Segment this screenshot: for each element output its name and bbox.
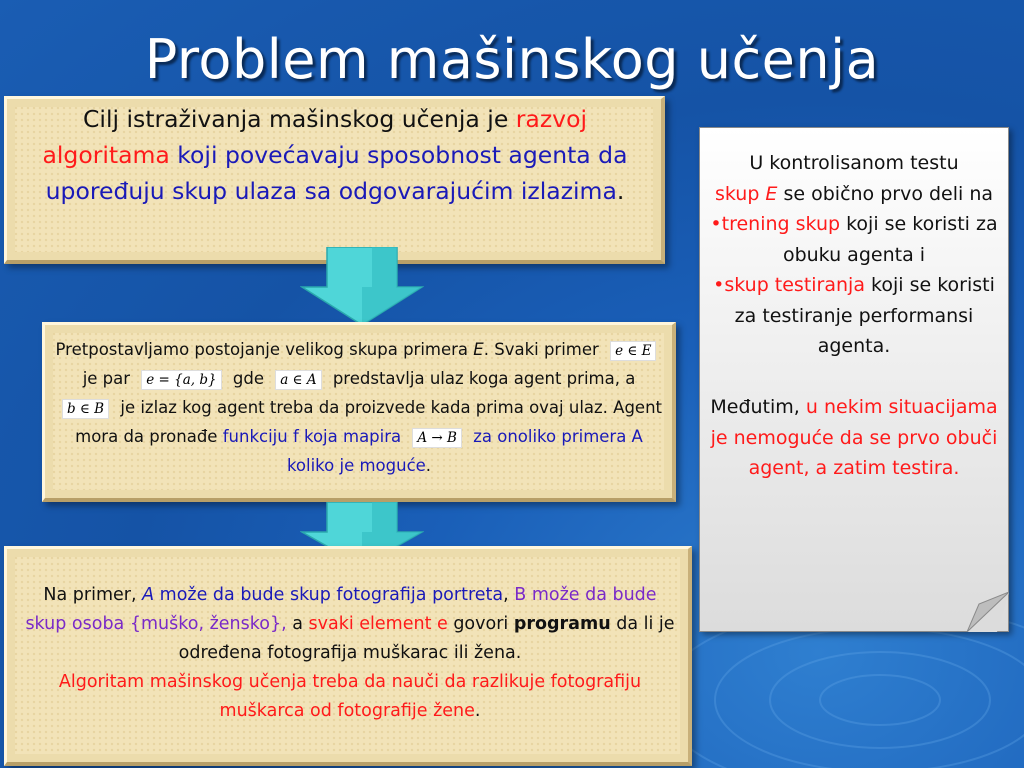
- note-training-desc: koji se koristi za obuku agenta i: [782, 213, 998, 266]
- note-test-set: skup testiranja: [724, 274, 865, 296]
- bullet-1: •: [710, 213, 722, 235]
- assumption-box: [42, 322, 676, 502]
- goal-highlight: razvoj algoritama: [42, 105, 587, 169]
- example-text: [25, 581, 675, 726]
- function-mapping-text: funkciju f koja mapira: [222, 427, 407, 446]
- example-decision: da li je određena fotografija muškarac ili žena.: [178, 614, 675, 663]
- bullet-2: •: [713, 274, 725, 296]
- page-title: Problem mašinskog učenja: [144, 28, 880, 91]
- example-program: programu: [513, 614, 611, 634]
- note-line-1: U kontrolisanom testu: [749, 152, 959, 174]
- example-box: [4, 546, 692, 766]
- assumption-part4: gde: [227, 369, 270, 388]
- side-note: [699, 127, 1009, 632]
- goal-period: .: [616, 177, 625, 205]
- formula-e-in-E: e ∈ E: [610, 341, 656, 361]
- assumption-text: [55, 335, 663, 480]
- down-arrow-1: [300, 247, 424, 327]
- note-warning: u nekim situacijama je nemoguće da se prvo obuči agent, a zatim testira.: [710, 396, 998, 479]
- function-mapping-text-2: za onoliko primera A koliko je moguće: [286, 427, 643, 475]
- goal-text: [23, 101, 647, 209]
- example-set-b: B može da bude skup osoba {muško, žensko},: [25, 585, 657, 634]
- assumption-part5: predstavlja ulaz koga agent prima, a: [327, 369, 636, 388]
- assumption-intro: Pretpostavljamo postojanje velikog skupa primera: [55, 340, 474, 359]
- note-set-e: E: [765, 182, 778, 205]
- assumption-part3: je par: [82, 369, 136, 388]
- note-training-set: trening skup: [721, 213, 841, 235]
- assumption-part6: je izlaz kog agent treba da proizvede kada prima ovaj ulaz. Agent mora da pronađe: [75, 398, 663, 446]
- goal-box: [4, 96, 665, 264]
- goal-text-intro: Cilj istraživanja mašinskog učenja je: [83, 105, 516, 133]
- example-conclusion: Algoritam mašinskog učenja treba da nauči da razlikuje fotografiju muškarca od fotografije žene: [58, 672, 642, 721]
- example-and: a: [286, 614, 309, 634]
- set-e-label: E: [473, 340, 484, 359]
- side-note-text: [706, 148, 1002, 484]
- example-intro: Na primer,: [43, 585, 143, 605]
- note-test-desc: koji se koristi za testiranje performansi agenta.: [734, 274, 995, 357]
- formula-A-to-B: A → B: [412, 428, 462, 448]
- example-set-a: A: [142, 585, 155, 605]
- note-set-label: skup: [714, 182, 766, 205]
- assumption-part2: . Svaki primer: [483, 340, 605, 359]
- example-element-e: svaki element e: [308, 614, 448, 634]
- note-line-2: se obično prvo deli na: [777, 182, 994, 205]
- example-comma: ,: [503, 585, 515, 605]
- assumption-period: .: [425, 456, 432, 475]
- note-folded-corner: [967, 592, 1009, 632]
- formula-e-pair: e = {a, b}: [141, 370, 221, 390]
- note-however: Međutim,: [710, 396, 806, 418]
- example-set-a-desc: može da bude skup fotografija portreta: [154, 585, 504, 605]
- formula-a-in-A: a ∈ A: [275, 370, 321, 390]
- example-period: .: [474, 701, 481, 721]
- goal-description: koji povećavaju sposobnost agenta da upoređuju skup ulaza sa odgovarajućim izlazima: [45, 141, 628, 205]
- formula-b-in-B: b ∈ B: [62, 399, 109, 419]
- example-tells: govori: [447, 614, 514, 634]
